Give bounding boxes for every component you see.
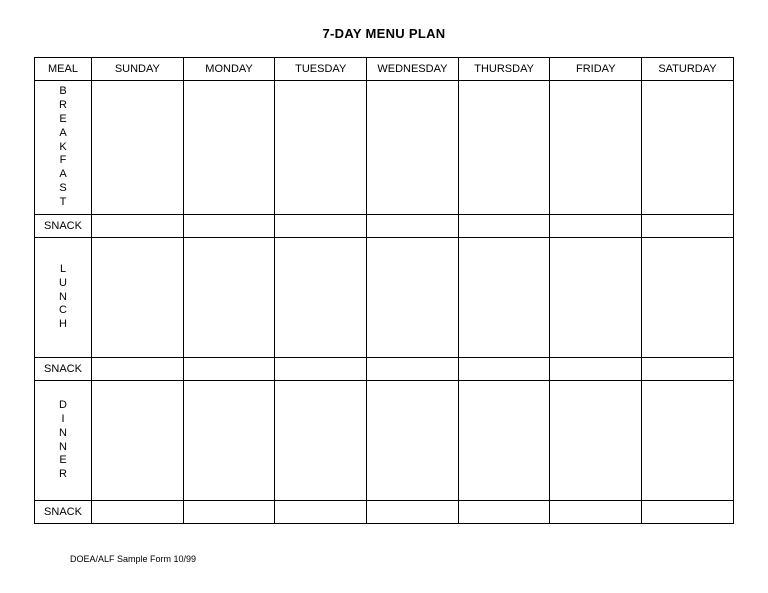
- breakfast-row: [35, 81, 734, 215]
- snack-3-sunday-cell[interactable]: [92, 501, 184, 524]
- breakfast-label-letter: R: [59, 99, 67, 112]
- breakfast-thursday-cell[interactable]: [458, 81, 550, 215]
- snack-3-saturday-cell[interactable]: [642, 501, 734, 524]
- lunch-label-letter: L: [59, 263, 67, 275]
- breakfast-label: [35, 81, 92, 215]
- snack-2-wednesday-cell[interactable]: [367, 358, 459, 381]
- snack-1-sunday-cell[interactable]: [92, 215, 184, 238]
- day-header-tuesday: TUESDAY: [275, 58, 367, 81]
- snack-2-saturday-cell[interactable]: [642, 358, 734, 381]
- snack-3-tuesday-cell[interactable]: [275, 501, 367, 524]
- dinner-sunday-cell[interactable]: [92, 381, 184, 501]
- snack-label: SNACK: [35, 358, 92, 381]
- breakfast-friday-cell[interactable]: [550, 81, 642, 215]
- lunch-label-letter: N: [59, 290, 67, 303]
- snack-1-tuesday-cell[interactable]: [275, 215, 367, 238]
- dinner-label-letter: I: [61, 412, 65, 425]
- page-title: 7-DAY MENU PLAN: [322, 26, 446, 41]
- snack-1-wednesday-cell[interactable]: [367, 215, 459, 238]
- breakfast-label-letter: S: [59, 181, 67, 194]
- dinner-label-letter: R: [59, 468, 67, 481]
- plan-body: [35, 81, 734, 524]
- breakfast-label-letter: K: [59, 140, 67, 153]
- lunch-label: [35, 238, 92, 358]
- snack-1-saturday-cell[interactable]: [642, 215, 734, 238]
- day-header-thursday: THURSDAY: [458, 58, 550, 81]
- lunch-label-letter: H: [59, 318, 67, 331]
- lunch-thursday-cell[interactable]: [458, 238, 550, 358]
- snack-3-thursday-cell[interactable]: [458, 501, 550, 524]
- snack-3-wednesday-cell[interactable]: [367, 501, 459, 524]
- breakfast-label-letter: E: [59, 113, 67, 125]
- day-header-sunday: SUNDAY: [92, 58, 184, 81]
- dinner-label-letter: D: [59, 399, 67, 412]
- dinner-tuesday-cell[interactable]: [275, 381, 367, 501]
- dinner-label-letter: N: [59, 426, 67, 439]
- snack-2-row: [35, 358, 734, 381]
- dinner-thursday-cell[interactable]: [458, 381, 550, 501]
- snack-1-monday-cell[interactable]: [183, 215, 275, 238]
- snack-2-tuesday-cell[interactable]: [275, 358, 367, 381]
- breakfast-label-letter: B: [59, 85, 67, 98]
- day-header-wednesday: WEDNESDAY: [367, 58, 459, 81]
- lunch-saturday-cell[interactable]: [642, 238, 734, 358]
- dinner-wednesday-cell[interactable]: [367, 381, 459, 501]
- snack-3-friday-cell[interactable]: [550, 501, 642, 524]
- dinner-friday-cell[interactable]: [550, 381, 642, 501]
- form-footer: DOEA/ALF Sample Form 10/99: [70, 554, 197, 564]
- dinner-monday-cell[interactable]: [183, 381, 275, 501]
- snack-1-row: [35, 215, 734, 238]
- day-header-saturday: SATURDAY: [642, 58, 734, 81]
- dinner-label: [35, 381, 92, 501]
- dinner-label-letter: N: [59, 440, 67, 453]
- lunch-tuesday-cell[interactable]: [275, 238, 367, 358]
- breakfast-monday-cell[interactable]: [183, 81, 275, 215]
- breakfast-sunday-cell[interactable]: [92, 81, 184, 215]
- meal-header: MEAL: [35, 58, 92, 81]
- snack-2-friday-cell[interactable]: [550, 358, 642, 381]
- breakfast-saturday-cell[interactable]: [642, 81, 734, 215]
- breakfast-label-letter: T: [59, 195, 67, 208]
- day-header-friday: FRIDAY: [550, 58, 642, 81]
- snack-2-monday-cell[interactable]: [183, 358, 275, 381]
- dinner-row: [35, 381, 734, 501]
- breakfast-label-letter: F: [59, 154, 67, 167]
- breakfast-wednesday-cell[interactable]: [367, 81, 459, 215]
- lunch-row: [35, 238, 734, 358]
- day-header-monday: MONDAY: [183, 58, 275, 81]
- breakfast-label-letter: A: [59, 126, 67, 139]
- snack-1-friday-cell[interactable]: [550, 215, 642, 238]
- lunch-label-letter: U: [59, 276, 67, 289]
- lunch-monday-cell[interactable]: [183, 238, 275, 358]
- snack-2-sunday-cell[interactable]: [92, 358, 184, 381]
- snack-label: SNACK: [35, 501, 92, 524]
- snack-3-monday-cell[interactable]: [183, 501, 275, 524]
- header-row: [35, 58, 734, 81]
- snack-label: SNACK: [35, 215, 92, 238]
- menu-plan-table: [34, 57, 734, 524]
- snack-3-row: [35, 501, 734, 524]
- lunch-sunday-cell[interactable]: [92, 238, 184, 358]
- lunch-label-letter: C: [59, 304, 67, 317]
- dinner-saturday-cell[interactable]: [642, 381, 734, 501]
- snack-1-thursday-cell[interactable]: [458, 215, 550, 238]
- dinner-label-letter: E: [59, 454, 67, 467]
- lunch-friday-cell[interactable]: [550, 238, 642, 358]
- breakfast-label-letter: A: [59, 168, 67, 181]
- snack-2-thursday-cell[interactable]: [458, 358, 550, 381]
- lunch-wednesday-cell[interactable]: [367, 238, 459, 358]
- breakfast-tuesday-cell[interactable]: [275, 81, 367, 215]
